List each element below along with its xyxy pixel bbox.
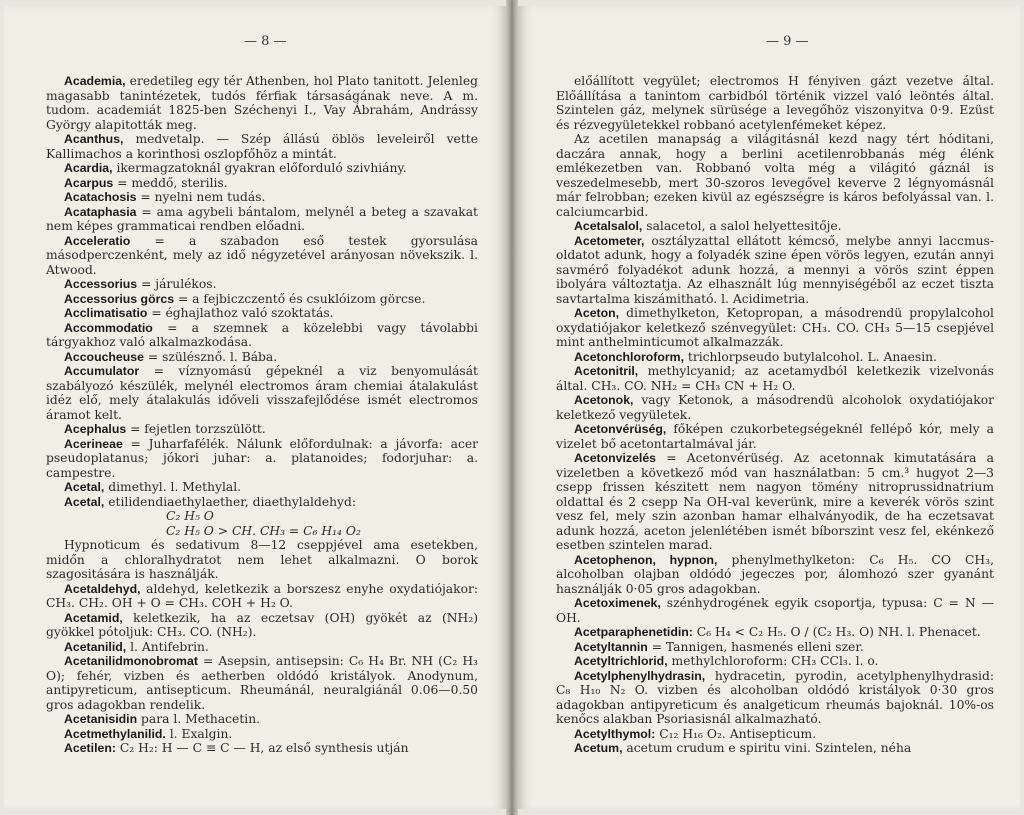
entry-text: C₂ H₂: H — C ≡ C — H, az első synthesis utján bbox=[115, 741, 409, 755]
dictionary-entry bbox=[556, 132, 994, 219]
entry-headword: Acetyltannin bbox=[574, 639, 648, 654]
dictionary-entry bbox=[46, 582, 478, 611]
entry-headword: Acatachosis bbox=[64, 190, 137, 204]
entry-text: vagy Ketonok, a másodrendü alcoholok oxydatiójakor keletkező vegyületek. bbox=[556, 393, 994, 422]
entry-headword: Acetal, bbox=[64, 480, 105, 494]
entry-text: ikermagzatoknál gyakran előforduló szivhiány. bbox=[112, 161, 407, 175]
entry-text: = meddő, sterilis. bbox=[113, 175, 228, 190]
dictionary-entry bbox=[556, 553, 994, 597]
entry-text: dimethyl. l. Methylal. bbox=[104, 480, 242, 494]
entry-text: keletkezik, ha az eczetsav (OH) gyökét az (NH₂) gyökkel pótoljuk: CH₃. CO. (NH₂). bbox=[46, 610, 478, 639]
entry-headword: Acetal, bbox=[64, 494, 105, 509]
entry-text: = szülésznő. l. Bába. bbox=[143, 349, 278, 364]
dictionary-entry bbox=[46, 654, 478, 712]
dictionary-entry bbox=[556, 654, 994, 669]
dictionary-entry bbox=[46, 161, 478, 176]
dictionary-entry bbox=[46, 727, 478, 742]
entry-headword: Acerineae bbox=[64, 436, 123, 451]
entry-headword: Acetum, bbox=[574, 741, 623, 755]
entry-text: = ama agybeli bántalom, melynél a beteg a szavakat nem képes grammaticai rendben előadni. bbox=[46, 204, 478, 233]
entry-text: = Juharfafélék. Nálunk előfordulnak: a jávorfa: acer pseudoplatanus; jókori juhar: a. platanoides; fodorjuhar: a. campestre. bbox=[46, 436, 478, 480]
entry-headword: Acetylphenylhydrasin, bbox=[574, 668, 706, 683]
entry-text: = Acetonvérüség. Az acetonnak kimutatására a vizeletben a következő mód van használatban: 5 cm.³ hugyot 2—3 csepp frissen készitett nem nagyon tömény nitroprussidnatrium oldattal és 2 csepp Na OH-val keverünk, mire a keverék vörös szint vesz fel, mely szin azonban hamar elhalványodik, de ha eczetsavat adunk hozzá, aceton jelenlétében ismét bíborszint vesz fel, ekénkező esetben szintelen marad. bbox=[556, 451, 994, 552]
entry-text: methylcyanid; az acetamydból keletkezik vizelvonás által. CH₃. CO. NH₂ = CH₃ CN + H₂ O. bbox=[556, 364, 994, 393]
dictionary-entry bbox=[46, 321, 478, 350]
entry-text: etilidendiaethylaether, diaethylaldehyd: bbox=[104, 494, 357, 509]
text-column bbox=[556, 74, 994, 756]
dictionary-entry bbox=[46, 364, 478, 422]
dictionary-entry bbox=[46, 277, 478, 292]
entry-text: eredetileg egy tér Athenben, hol Plato tanitott. Jelenleg magasabb tanintézetek, tudós férfiak társaságának neve. A m. tudom. academiát 1825-ben Széchenyi I., Vay Ábrahám, Andrássy György alapitották meg. bbox=[46, 74, 478, 132]
entry-headword: Acardia, bbox=[64, 161, 113, 175]
formula-line: C₂ H₅ O bbox=[166, 509, 214, 523]
dictionary-entry bbox=[46, 350, 478, 365]
entry-text: para l. Methacetin. bbox=[137, 712, 261, 726]
dictionary-entry bbox=[46, 422, 478, 437]
entry-headword: Acephalus bbox=[64, 422, 127, 436]
entry-headword: Accommodatio bbox=[64, 320, 153, 335]
entry-text: = a fejbiczczentő és csuklóizom görcse. bbox=[174, 291, 426, 306]
dictionary-entry bbox=[556, 422, 994, 451]
text-column bbox=[46, 74, 478, 756]
dictionary-entry bbox=[46, 292, 478, 307]
entry-text: = a szemnek a közelebbi vagy távolabbi tárgyakhoz való alkalmazkodása. bbox=[46, 320, 478, 349]
entry-headword: Acetophenon, hypnon, bbox=[574, 552, 718, 567]
entry-headword: Acetalsalol, bbox=[574, 219, 643, 233]
entry-text: Az acetilen manapság a világitásnál kezd nagy tért hóditani, daczára annak, hogy a berlini acetilenrobbanás még élénk emlékezetben van. Robbanó volta még a világitó gáznál is veszedelmesebb, mert 30-szoros levegővel keverve 2 légnyomásnál már felrobban; ezeken kivül az egészségre is káros befolyással van. l. calciumcarbid. bbox=[556, 132, 994, 219]
entry-text: trichlorpseudo butylalcohol. L. Anaesin. bbox=[684, 349, 937, 364]
entry-headword: Acetilen: bbox=[64, 741, 116, 755]
dictionary-entry bbox=[46, 306, 478, 321]
page-number: — 8 — bbox=[244, 34, 287, 49]
entry-headword: Acetoximenek, bbox=[574, 596, 661, 610]
entry-text: = fejetlen torzszülött. bbox=[126, 422, 266, 436]
entry-text: Hypnoticum és sedativum 8—12 cseppjével ama esetekben, midőn a chloralhydratot nem lehet alkalmazni. O borok szagositására is használják. bbox=[46, 538, 478, 581]
entry-headword: Aceton, bbox=[574, 306, 620, 320]
entry-headword: Acetanilid, bbox=[64, 639, 127, 654]
entries-block bbox=[46, 74, 478, 509]
entry-headword: Acetparaphenetidin: bbox=[574, 625, 693, 639]
entry-headword: Academia, bbox=[64, 74, 126, 88]
dictionary-entry bbox=[556, 234, 994, 307]
dictionary-entry bbox=[46, 190, 478, 205]
dictionary-entry bbox=[556, 364, 994, 393]
dictionary-entry bbox=[46, 176, 478, 191]
entry-text: C₁₂ H₁₆ O₂. Antisepticum. bbox=[655, 726, 817, 741]
dictionary-entry bbox=[556, 451, 994, 553]
entry-headword: Acetyltrichlorid, bbox=[574, 654, 668, 668]
entry-headword: Acetonitril, bbox=[574, 364, 639, 378]
dictionary-entry bbox=[556, 74, 994, 132]
dictionary-entry bbox=[46, 74, 478, 132]
entry-text: = a szabadon eső testek gyorsulása másodperczenként, mely az idő négyzetével arányosan növekszik. l. Atwood. bbox=[46, 233, 478, 277]
entry-headword: Acetmethylanilid. bbox=[64, 726, 166, 741]
dictionary-entry bbox=[46, 205, 478, 234]
entry-headword: Acataphasia bbox=[64, 204, 137, 219]
dictionary-entry bbox=[46, 538, 478, 582]
entry-headword: Acarpus bbox=[64, 175, 114, 190]
dictionary-entry bbox=[556, 741, 994, 756]
dictionary-entry bbox=[46, 741, 478, 756]
dictionary-entry bbox=[46, 437, 478, 481]
entry-headword: Acetonok, bbox=[574, 393, 634, 407]
entry-text: C₆ H₄ < C₂ H₅. O / (C₂ H₃. O) NH. l. Phenacet. bbox=[692, 625, 981, 639]
entry-headword: Acetonvérüség, bbox=[574, 422, 667, 436]
left-page bbox=[4, 6, 506, 809]
entry-headword: Acetaldehyd, bbox=[64, 581, 141, 596]
entry-headword: Accessorius bbox=[64, 277, 138, 291]
dictionary-entry bbox=[46, 712, 478, 727]
dictionary-entry bbox=[556, 640, 994, 655]
entry-text: l. Exalgin. bbox=[165, 726, 233, 741]
entry-text: aldehyd, keletkezik a borszesz enyhe oxydatiójakor: CH₃. CH₂. OH + O = CH₃. COH + H₂ O. bbox=[46, 581, 478, 610]
dictionary-entry bbox=[46, 611, 478, 640]
dictionary-entry bbox=[556, 306, 994, 350]
entry-headword: Acetonchloroform, bbox=[574, 349, 684, 364]
right-page bbox=[518, 6, 1020, 809]
entry-text: = Asepsin, antisepsin: C₆ H₄ Br. NH (C₂ H₃ O); fehér, vizben és aetherben oldódó kristályok. Anodynum, antipyreticum, antisepticum. Rheumánál, neuralgiánál 0.06—0.50 gros adagokban rendelik. bbox=[46, 654, 478, 712]
dictionary-entry bbox=[46, 234, 478, 278]
entry-text: osztályzattal ellátott kémcső, melybe annyi laccmus-oldatot adunk, hogy a folyadék szine épen vörös legyen, ezután annyi savmérő folyadékot adunk hozzá, a mennyi a vörös szint éppen ibolyára változtatja. Az elhasznált lúg mennyiségéből az eczet tiszta savtartalma kiszámitható. l. Acidimetria. bbox=[556, 233, 994, 306]
entry-text: acetum crudum e spiritu vini. Szintelen, néha bbox=[622, 741, 912, 755]
dictionary-entry bbox=[46, 640, 478, 655]
entry-text: salacetol, a salol helyettesitője. bbox=[642, 219, 842, 233]
entry-headword: Accoucheuse bbox=[64, 349, 144, 364]
entries-block bbox=[556, 74, 994, 756]
entry-headword: Acanthus, bbox=[64, 132, 124, 146]
entry-text: phenylmethylketon: C₆ H₅. CO CH₃, alcoholban olajban oldódó jegeczes por, álomhozó szer gyanánt használják 0·05 gros adagokban. bbox=[556, 552, 994, 596]
entry-headword: Acetonvizelés bbox=[574, 451, 657, 465]
entry-text: = éghajlathoz való szoktatás. bbox=[147, 306, 334, 320]
dictionary-entry bbox=[556, 596, 994, 625]
page-number: — 9 — bbox=[766, 34, 809, 49]
entry-text: = járulékos. bbox=[137, 277, 217, 291]
entry-text: dimethylketon, Ketopropan, a másodrendü propylalcohol oxydatiójakor keletkező szénvegyület: CH₃. CO. CH₃ 5—15 csepjével mint anthelminticumot alkalmazzák. bbox=[556, 306, 994, 349]
entry-text: főképen czukorbetegségeknél fellépő kór, mely a vizelet bő acetontartalmával jár. bbox=[556, 422, 994, 451]
entry-headword: Accumulator bbox=[64, 364, 140, 378]
book-gutter bbox=[506, 0, 518, 815]
entry-headword: Acetanilidmonobromat bbox=[64, 654, 198, 668]
dictionary-entry bbox=[556, 350, 994, 365]
entry-headword: Acetamid, bbox=[64, 610, 123, 625]
entry-headword: Acceleratio bbox=[64, 233, 131, 248]
entry-text: = víznyomású gépeknél a viz benyomulását szabályozó készülék, melynél electromos áram chemiai átalakulást idéz elő, mely átalakulás időveli visszafejlődése ismét electromos áramot kelt. bbox=[46, 364, 478, 422]
entry-headword: Acetanisidin bbox=[64, 712, 138, 726]
entry-headword: Acetometer, bbox=[574, 233, 645, 248]
dictionary-entry bbox=[556, 219, 994, 234]
entry-text: medvetalp. — Szép állású öblös leveleiről vette Kallimachos a korinthosi oszlopfőhöz a mintát. bbox=[46, 132, 478, 161]
entry-text: szénhydrogének egyik csoportja, typusa: C = N — OH. bbox=[556, 596, 994, 625]
formula-line: C₂ H₅ O > CH. CH₃ = C₆ H₁₄ O₂ bbox=[166, 523, 361, 538]
entry-headword: Acetylthymol: bbox=[574, 726, 656, 741]
entry-headword: Acclimatisatio bbox=[64, 306, 148, 320]
formula bbox=[166, 509, 478, 538]
entries-block bbox=[46, 538, 478, 756]
dictionary-entry bbox=[556, 625, 994, 640]
dictionary-entry bbox=[556, 669, 994, 727]
entry-text: előállított vegyület; electromos H fényiven gázt vezetve által. Előállítása a tanintom carbidból történik vizzel való leöntés által. Szintelen gáz, melynek sürüsége a levegőhöz viszonyitva 0·9. Ezüst és rézvegyületekkel robbanó acetylenfémeket képez. bbox=[556, 74, 994, 132]
dictionary-entry bbox=[556, 393, 994, 422]
dictionary-entry bbox=[46, 480, 478, 495]
dictionary-entry bbox=[46, 132, 478, 161]
dictionary-entry bbox=[556, 727, 994, 742]
entry-text: = Tannigen, hasmenés elleni szer. bbox=[647, 639, 864, 654]
entry-text: hydracetin, pyrodin, acetylphenylhydrasid: C₈ H₁₀ N₂ O. vizben és alcoholban oldódó kristályok 0·30 gros adagokban antipyreticum és analgeticum rheumás bajoknál. 10%-os kenőcs alakban Psoriasisnál alkalmazható. bbox=[556, 668, 994, 726]
entry-text: methylchloroform: CH₃ CCl₃. l. o. bbox=[667, 654, 879, 668]
entry-text: = nyelni nem tudás. bbox=[136, 190, 266, 204]
entry-headword: Accessorius görcs bbox=[64, 291, 175, 306]
entry-text: l. Antifebrin. bbox=[126, 639, 209, 654]
dictionary-entry bbox=[46, 495, 478, 510]
